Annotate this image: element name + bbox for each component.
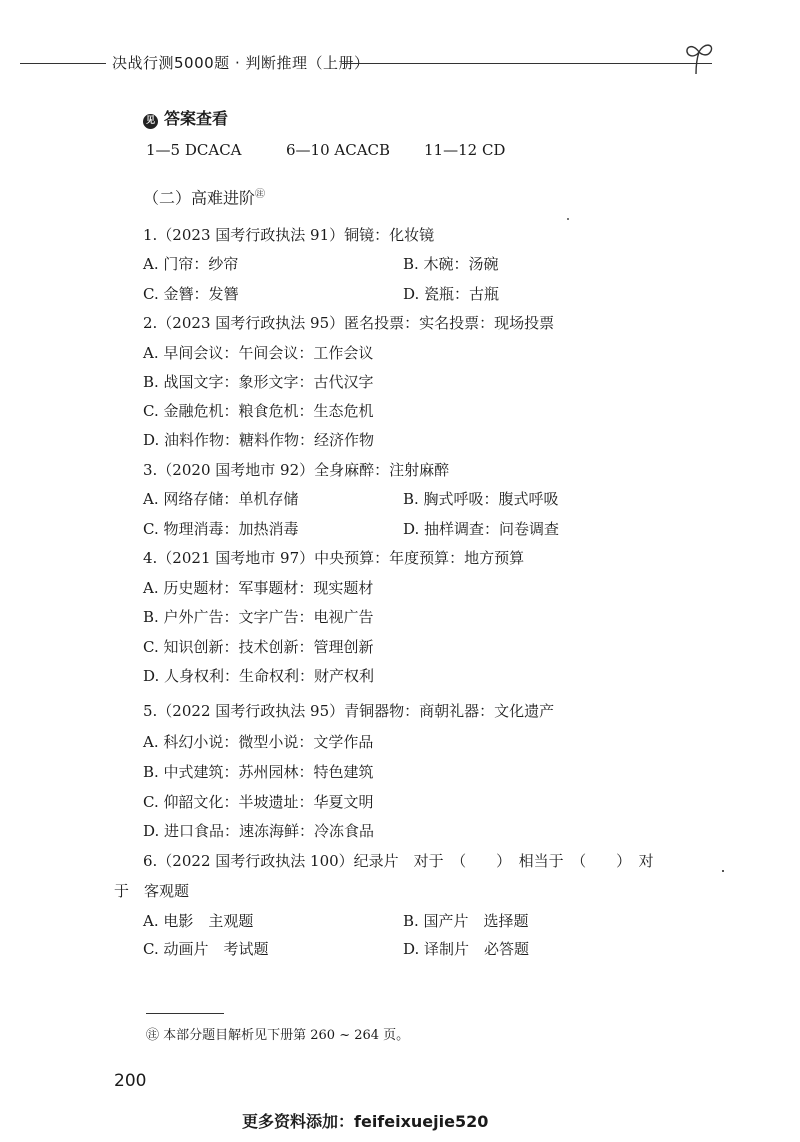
option: B. 中式建筑：苏州园林：特色建筑 xyxy=(143,763,374,781)
option: D. 油料作物：糖料作物：经济作物 xyxy=(143,431,375,449)
option-row xyxy=(143,283,703,304)
header-rule-right xyxy=(342,63,712,64)
option: D. 译制片 必答题 xyxy=(403,940,530,958)
answer-key xyxy=(146,141,505,159)
header-rule-left xyxy=(20,63,106,64)
question-stem: 3.（2020 国考地市 92）全身麻醉：注射麻醉 xyxy=(143,461,450,479)
question-stem: 4.（2021 国考地市 97）中央预算：年度预算：地方预算 xyxy=(143,549,525,567)
option: B. 战国文字：象形文字：古代汉字 xyxy=(143,373,374,391)
option: A. 历史题材：军事题材：现实题材 xyxy=(143,579,374,597)
option: C. 动画片 考试题 xyxy=(143,940,269,958)
option: A. 门帘：纱帘 xyxy=(143,255,239,273)
option-row xyxy=(143,938,703,959)
option: B. 胸式呼吸：腹式呼吸 xyxy=(403,490,559,508)
running-title: 决战行测5000题 · 判断推理（上册） xyxy=(112,54,370,72)
running-head xyxy=(20,52,720,74)
option: D. 人身权利：生命权利：财产权利 xyxy=(143,667,375,685)
option: C. 物理消毒：加热消毒 xyxy=(143,520,299,538)
option: B. 户外广告：文字广告：电视广告 xyxy=(143,608,374,626)
option: C. 金簪：发簪 xyxy=(143,285,239,303)
scan-speck xyxy=(567,218,569,220)
option: C. 仰韶文化：半坡遗址：华夏文明 xyxy=(143,793,374,811)
option: A. 早间会议：午间会议：工作会议 xyxy=(143,344,374,362)
option: A. 电影 主观题 xyxy=(143,912,254,930)
question-stem: 2.（2023 国考行政执法 95）匿名投票：实名投票：现场投票 xyxy=(143,314,555,332)
footnote: ㊟ 本部分题目解析见下册第 260 ~ 264 页。 xyxy=(146,1028,410,1043)
option: C. 知识创新：技术创新：管理创新 xyxy=(143,638,374,656)
option: D. 抽样调查：问卷调查 xyxy=(403,520,560,538)
option: B. 国产片 选择题 xyxy=(403,912,529,930)
question-stem-continued: 于 客观题 xyxy=(114,882,190,900)
page-number: 200 xyxy=(114,1071,147,1091)
answers-title: 答案查看 xyxy=(164,109,229,128)
option-row xyxy=(143,910,703,931)
option: B. 木碗：汤碗 xyxy=(403,255,499,273)
watermark-text: 更多资料添加：feifeixuejie520 xyxy=(242,1112,489,1131)
sprout-icon xyxy=(682,38,716,78)
answers-badge-icon: 见 xyxy=(143,114,158,129)
option-row xyxy=(143,488,703,509)
option: A. 网络存储：单机存储 xyxy=(143,490,299,508)
footnote-rule xyxy=(146,1013,224,1014)
option: D. 瓷瓶：古瓶 xyxy=(403,285,500,303)
scan-speck xyxy=(722,870,724,872)
option: A. 科幻小说：微型小说：文学作品 xyxy=(143,733,374,751)
answers-heading xyxy=(143,106,228,129)
section-title: （二）高难进阶 xyxy=(143,188,256,208)
option-row xyxy=(143,253,703,274)
question-stem: 6.（2022 国考行政执法 100）纪录片 对于 （ ） 相当于 （ ） 对 xyxy=(143,852,654,870)
question-stem: 5.（2022 国考行政执法 95）青铜器物：商朝礼器：文化遗产 xyxy=(143,702,555,720)
option: D. 进口食品：速冻海鲜：冷冻食品 xyxy=(143,822,375,840)
section-heading xyxy=(143,185,265,208)
answer-group: 1—5 DCACA xyxy=(146,141,242,159)
answer-group: 6—10 ACACB xyxy=(286,141,391,159)
option: C. 金融危机：粮食危机：生态危机 xyxy=(143,402,374,420)
answer-group: 11—12 CD xyxy=(424,141,506,159)
footnote-mark-icon: ㊟ xyxy=(255,189,266,200)
question-stem: 1.（2023 国考行政执法 91）铜镜：化妆镜 xyxy=(143,226,435,244)
option-row xyxy=(143,518,703,539)
